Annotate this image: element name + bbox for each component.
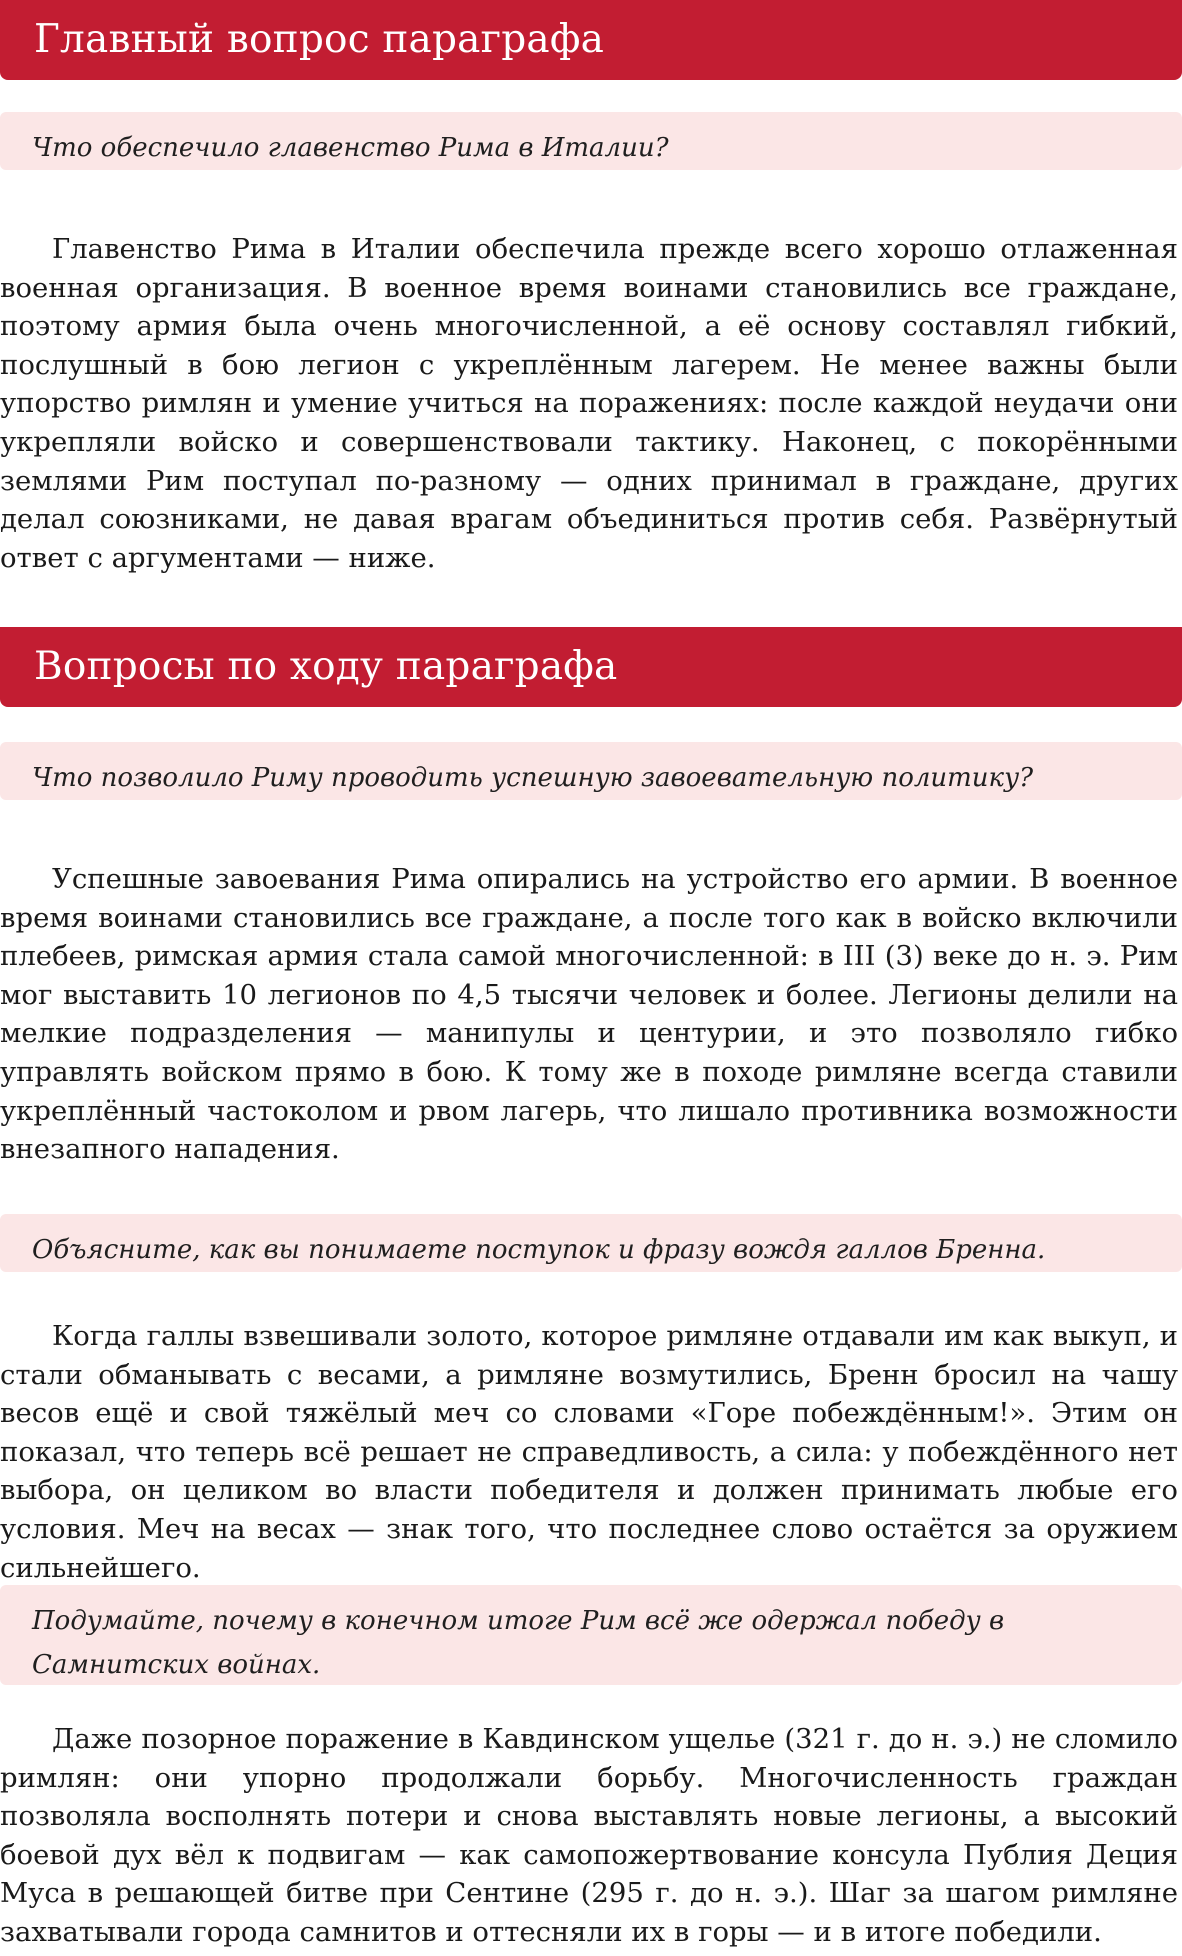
section-header-main-question: Главный вопрос параграфа [0,0,1182,80]
question-box: Что позволило Риму проводить успешную завоевательную политику? [0,742,1182,800]
section-header-paragraph-questions: Вопросы по ходу параграфа [0,627,1182,707]
answer-text: Успешные завоевания Рима опирались на устройство его армии. В военное время воинами становились все граждане, а после того как в войско включили плебеев, римская армия стала самой многочисленной: в III (3) веке до н. э. Рим мог выставить 10 легионов по 4,5 тысячи человек и более. Легионы делили на мелкие подразделения — манипулы и центурии, и это позволяло гибко управлять войском прямо в бою. К тому же в походе римляне всегда ставили укреплённый частоколом и рвом лагерь, что лишало противника возможности внезапного нападения. [0,863,1178,1166]
question-box: Что обеспечило главенство Рима в Италии? [0,112,1182,170]
question-box: Подумайте, почему в конечном итоге Рим всё же одержал победу в Самнитских войнах. [0,1585,1182,1685]
answer-text: Даже позорное поражение в Кавдинском ущелье (321 г. до н. э.) не сломило римлян: они упорно продолжали борьбу. Многочисленность граждан позволяла восполнять потери и снова выставлять новые легионы, а высокий боевой дух вёл к подвигам — как самопожертвование консула Публия Деция Муса в решающей битве при Сентине (295 г. до н. э.). Шаг за шагом римляне захватывали города самнитов и оттесняли их в горы — и в итоге победили. [0,1723,1178,1948]
question-box: Объясните, как вы понимаете поступок и фразу вождя галлов Бренна. [0,1214,1182,1272]
answer-text: Когда галлы взвешивали золото, которое римляне отдавали им как выкуп, и стали обманывать с весами, а римляне возмутились, Бренн бросил на чашу весов ещё и свой тяжёлый меч со словами «Горе побеждённым!». Этим он показал, что теперь всё решает не справедливость, а сила: у побеждённого нет выбора, он целиком во власти победителя и должен принимать любые его условия. Меч на весах — знак того, что последнее слово остаётся за оружием сильнейшего. [0,1320,1178,1584]
answer-text: Главенство Рима в Италии обеспечила прежде всего хорошо отлаженная военная организация. В военное время воинами становились все граждане, поэтому армия была очень многочисленной, а её основу составлял гибкий, послушный в бою легион с укреплённым лагерем. Не менее важны были упорство римлян и умение учиться на поражениях: после каждой неудачи они укрепляли войско и совершенствовали тактику. Наконец, с покорёнными землями Рим поступал по-разному — одних принимал в граждане, других делал союзниками, не давая врагам объединиться против себя. Развёрнутый ответ с аргументами — ниже. [0,233,1178,574]
